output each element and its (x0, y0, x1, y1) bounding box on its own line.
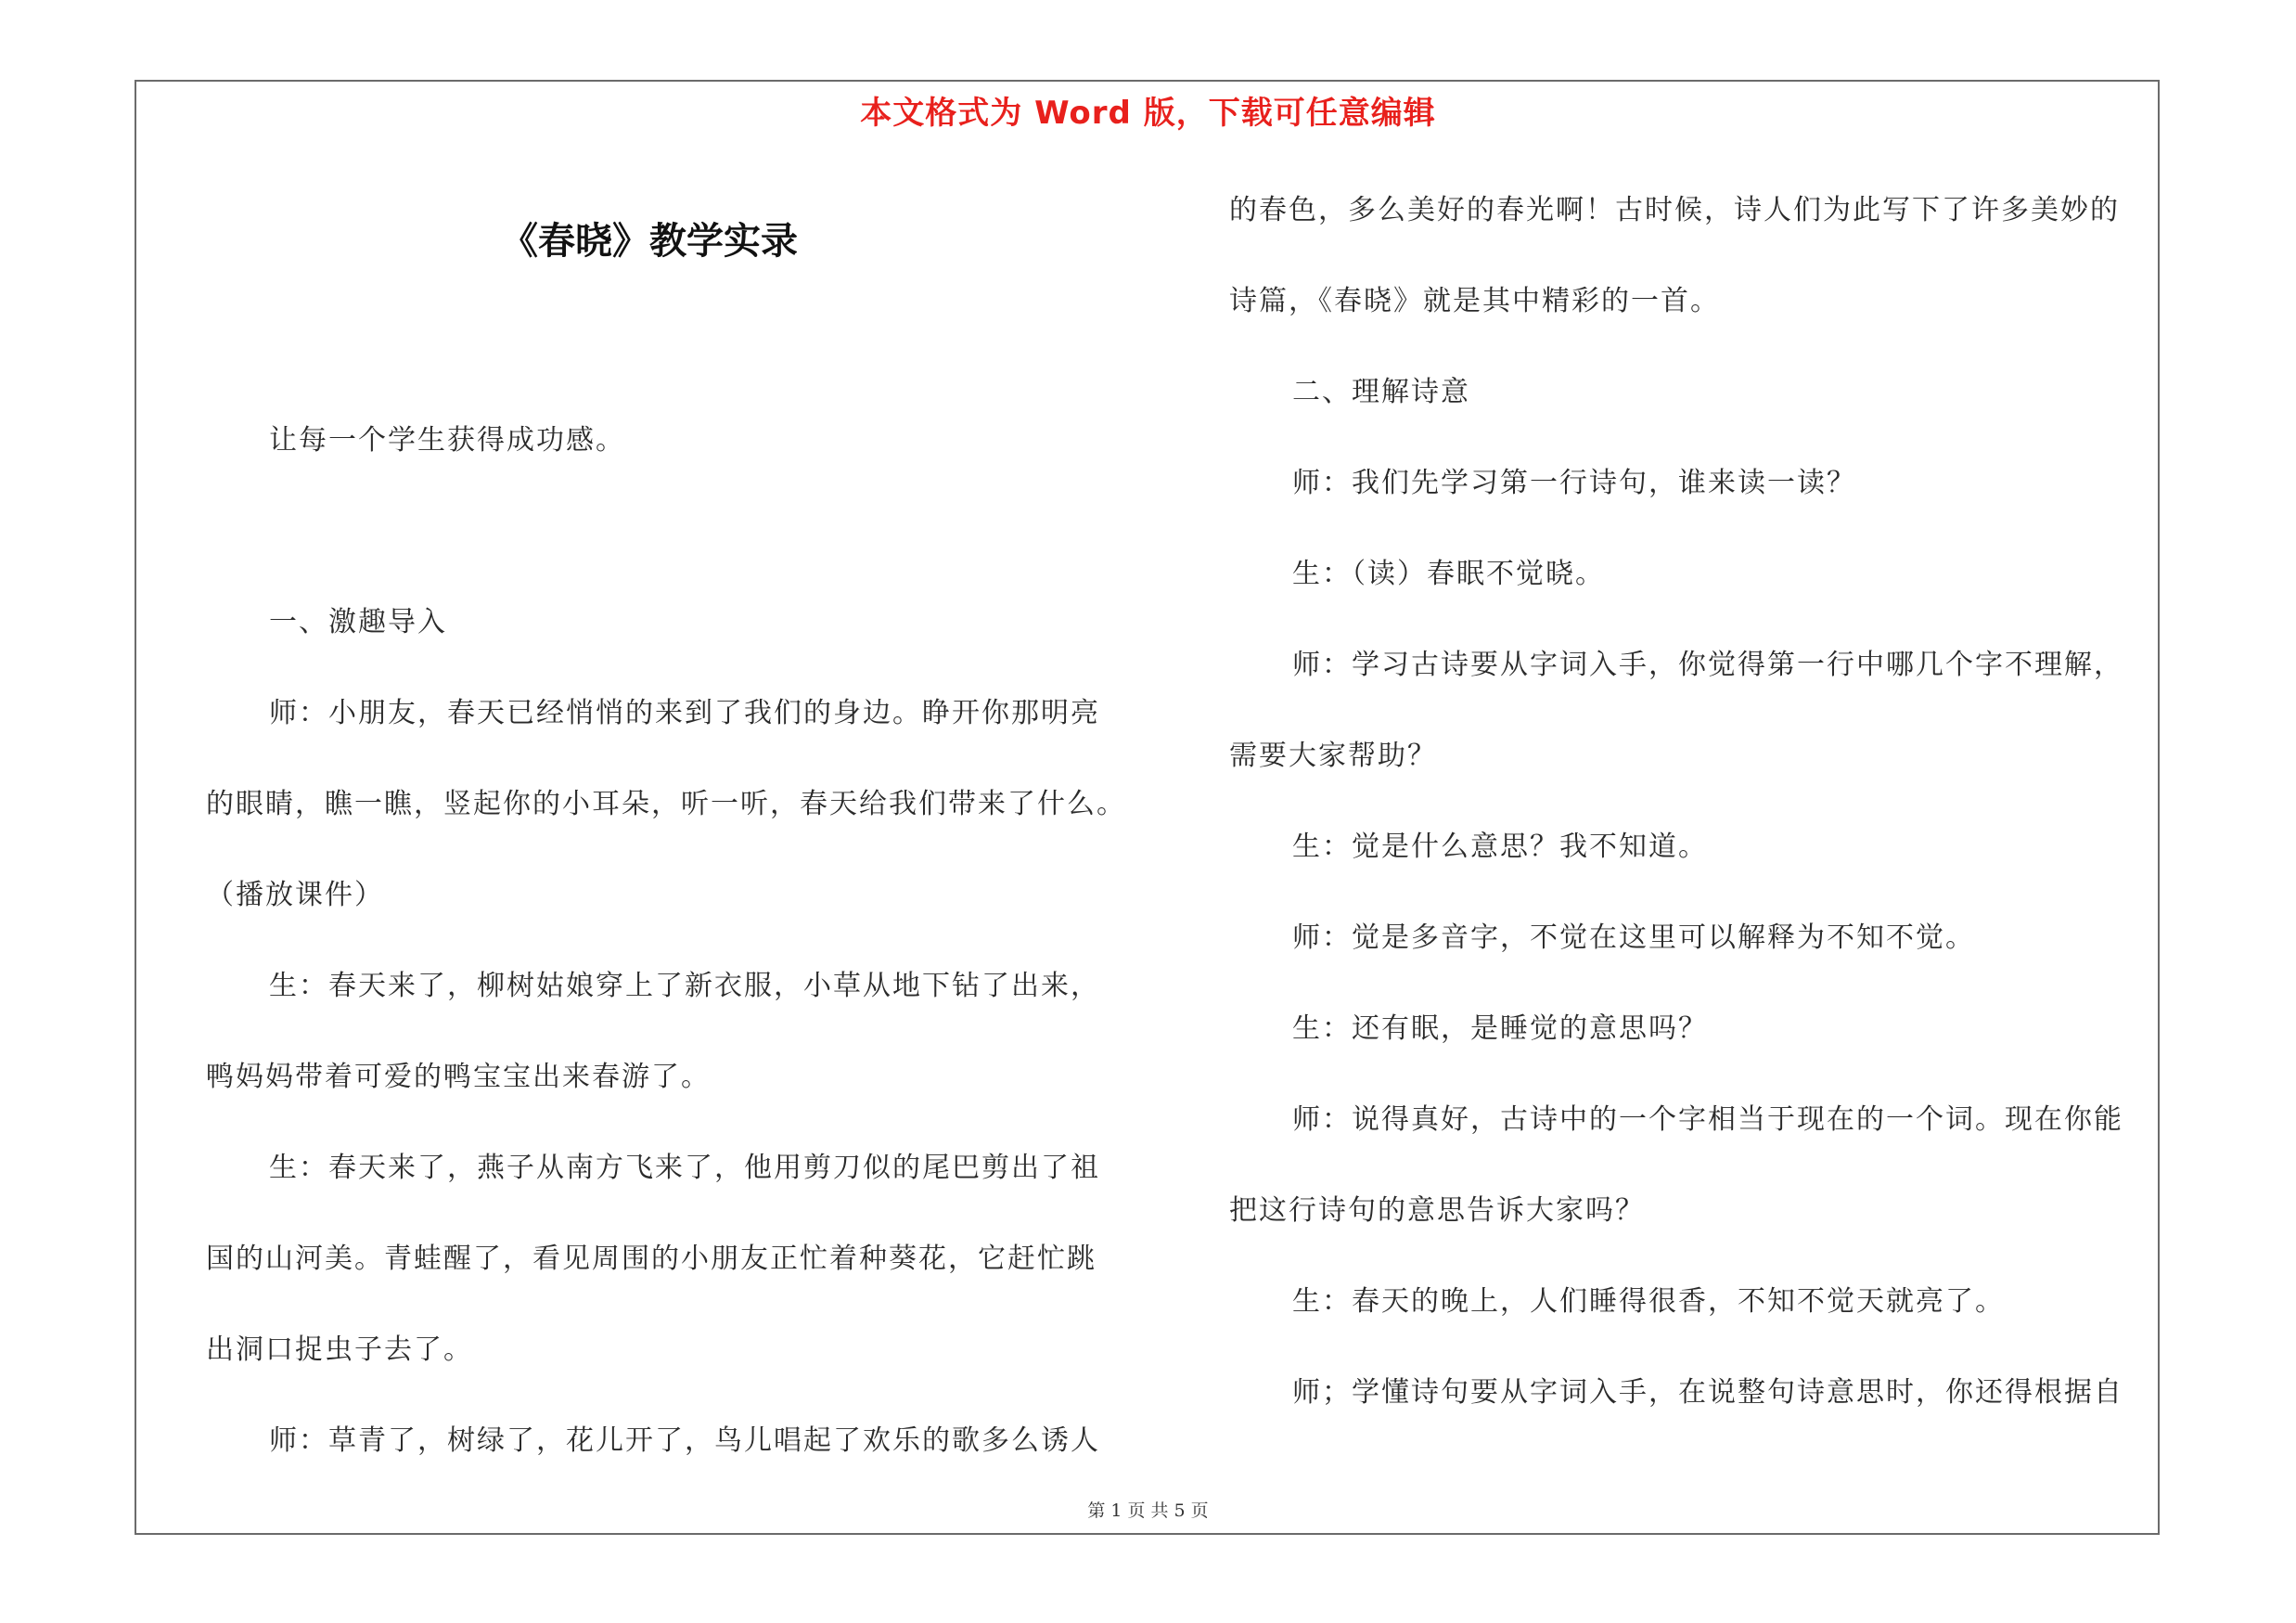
paragraph-line: 师；学懂诗句要从字词入手，在说整句诗意思时，你还得根据自 (1292, 1376, 2123, 1409)
paragraph-line: 生：春天的晚上，人们睡得很香，不知不觉天就亮了。 (1292, 1285, 2005, 1318)
paragraph-line: 需要大家帮助？ (1229, 740, 1437, 772)
section-heading: 一、激趣导入 (269, 606, 447, 638)
paragraph-line: 诗篇，《春晓》就是其中精彩的一首。 (1229, 285, 1720, 317)
paragraph-line: 生：觉是什么意思？我不知道。 (1292, 831, 1708, 863)
paragraph-line: 把这行诗句的意思告诉大家吗？ (1229, 1194, 1645, 1227)
paragraph-line: 生：春天来了，燕子从南方飞来了，他用剪刀似的尾巴剪出了祖 (269, 1152, 1100, 1184)
paragraph-line: 师：说得真好，古诗中的一个字相当于现在的一个词。现在你能 (1292, 1103, 2123, 1136)
page-number-footer: 第 1 页 共 5 页 (1087, 1501, 1209, 1521)
word-format-banner: 本文格式为 Word 版，下载可任意编辑 (860, 95, 1436, 132)
document-title: 《春晓》教学实录 (501, 220, 798, 263)
paragraph-line: 鸭妈妈带着可爱的鸭宝宝出来春游了。 (206, 1061, 711, 1093)
paragraph-line: 的眼睛，瞧一瞧，竖起你的小耳朵，听一听，春天给我们带来了什么。 (206, 788, 1126, 820)
paragraph-line: 生：春天来了，柳树姑娘穿上了新衣服，小草从地下钻了出来， (269, 970, 1100, 1002)
paragraph-line: 师：我们先学习第一行诗句，谁来读一读？ (1292, 467, 1856, 499)
paragraph-line: 生：还有眠，是睡觉的意思吗？ (1292, 1012, 1708, 1045)
paragraph-line: 生：（读）春眠不觉晓。 (1292, 558, 1605, 590)
paragraph-line: 师：草青了，树绿了，花儿开了，鸟儿唱起了欢乐的歌多么诱人 (269, 1424, 1100, 1457)
section-heading: 二、理解诗意 (1292, 376, 1470, 408)
paragraph-line: 师：小朋友，春天已经悄悄的来到了我们的身边。睁开你那明亮 (269, 697, 1100, 729)
paragraph-line: （播放课件） (206, 879, 384, 911)
paragraph-line: 国的山河美。青蛙醒了，看见周围的小朋友正忙着种葵花，它赶忙跳 (206, 1243, 1097, 1275)
paragraph-line: 让每一个学生获得成功感。 (269, 424, 625, 457)
paragraph-line: 的春色，多么美好的春光啊！古时候，诗人们为此写下了许多美妙的 (1229, 194, 2120, 226)
paragraph-line: 师：学习古诗要从字词入手，你觉得第一行中哪几个字不理解， (1292, 649, 2123, 681)
paragraph-line: 出洞口捉虫子去了。 (206, 1333, 473, 1366)
paragraph-line: 师：觉是多音字，不觉在这里可以解释为不知不觉。 (1292, 921, 1975, 954)
